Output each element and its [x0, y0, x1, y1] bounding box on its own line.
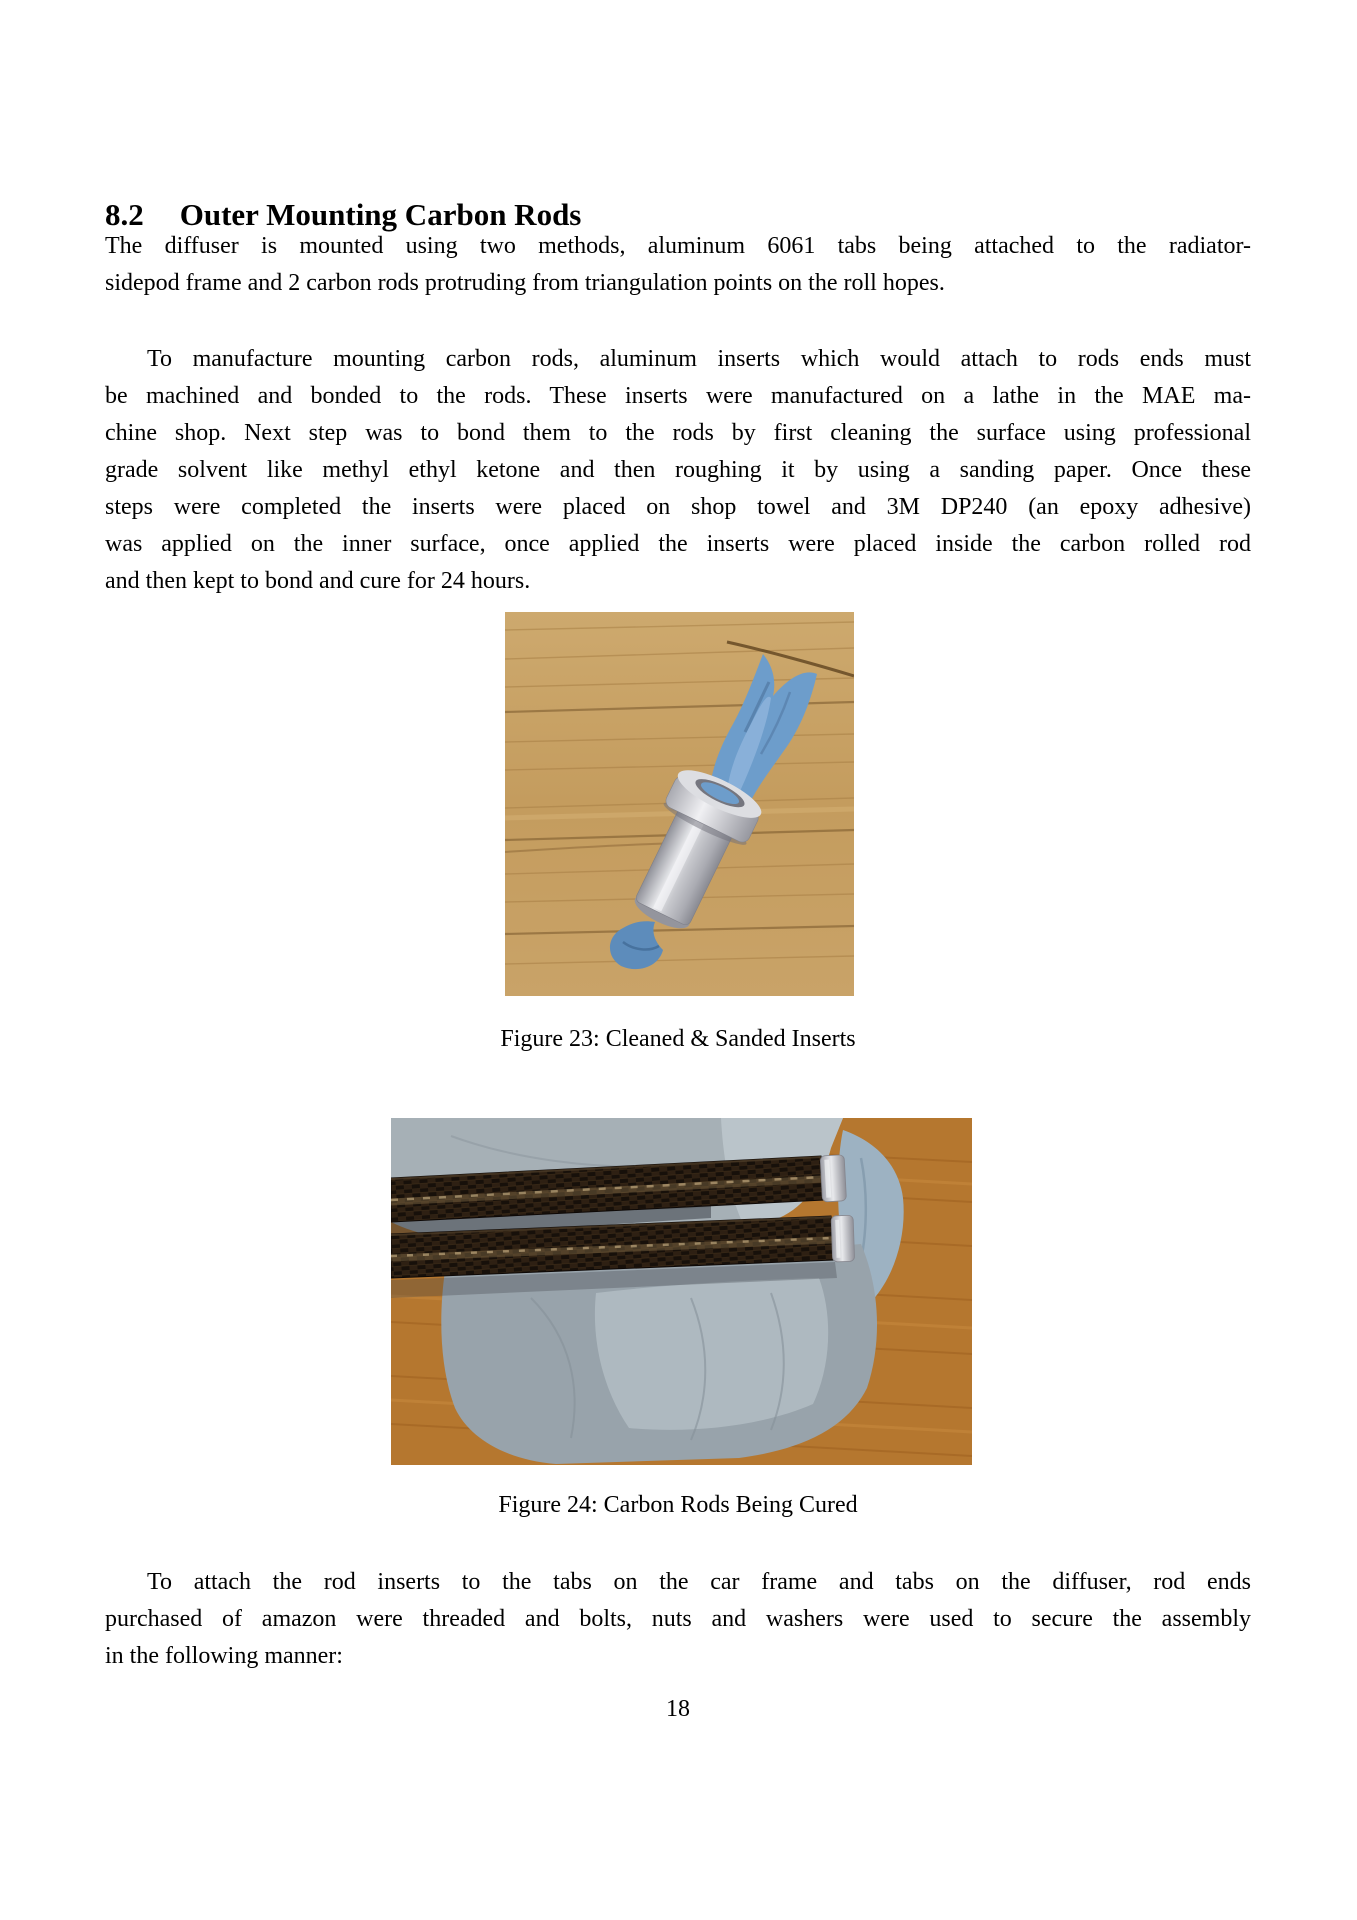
paragraph-2-line-1: To manufacture mounting carbon rods, aluminum inserts which would attach to rods ends must — [147, 346, 1251, 372]
paragraph-2-line-4: grade solvent like methyl ethyl ketone and then roughing it by using a sanding paper. Once these — [105, 457, 1251, 483]
rod-1-insert — [820, 1155, 846, 1202]
paragraph-1 — [105, 228, 1251, 302]
paragraph-2-line-7: and then kept to bond and cure for 24 hours. — [105, 568, 531, 594]
paragraph-2 — [105, 341, 1251, 600]
section-title: Outer Mounting Carbon Rods — [179, 196, 582, 232]
paragraph-2-line-5: steps were completed the inserts were placed on shop towel and 3M DP240 (an epoxy adhesive) — [105, 494, 1251, 520]
paragraph-3-line-3: in the following manner: — [105, 1643, 343, 1669]
paragraph-1-line-2: sidepod frame and 2 carbon rods protruding from triangulation points on the roll hopes. — [105, 270, 945, 296]
paragraph-3-line-2: purchased of amazon were threaded and bolts, nuts and washers were used to secure the assembly — [105, 1606, 1251, 1632]
figure-23-caption: Figure 23: Cleaned & Sanded Inserts — [500, 1026, 856, 1052]
paragraph-1-line-1: The diffuser is mounted using two methods, aluminum 6061 tabs being attached to the radiator- — [105, 233, 1251, 259]
paragraph-2-line-2: be machined and bonded to the rods. These inserts were manufactured on a lathe in the MAE ma- — [105, 383, 1251, 409]
section-number: 8.2 — [105, 196, 144, 232]
paragraph-3-line-1: To attach the rod inserts to the tabs on the car frame and tabs on the diffuser, rod ends — [147, 1569, 1251, 1595]
paragraph-3 — [105, 1564, 1251, 1675]
paragraph-2-line-6: was applied on the inner surface, once applied the inserts were placed inside the carbon rolled rod — [105, 531, 1251, 557]
figure-24-caption: Figure 24: Carbon Rods Being Cured — [498, 1492, 858, 1518]
towel-bottom-light — [595, 1278, 828, 1430]
figure-24-photo — [391, 1118, 972, 1465]
page-number: 18 — [666, 1696, 690, 1722]
paragraph-2-line-3: chine shop. Next step was to bond them to the rods by first cleaning the surface using professional — [105, 420, 1251, 446]
rod-2-insert — [831, 1215, 855, 1262]
figure-23-photo — [505, 612, 854, 996]
